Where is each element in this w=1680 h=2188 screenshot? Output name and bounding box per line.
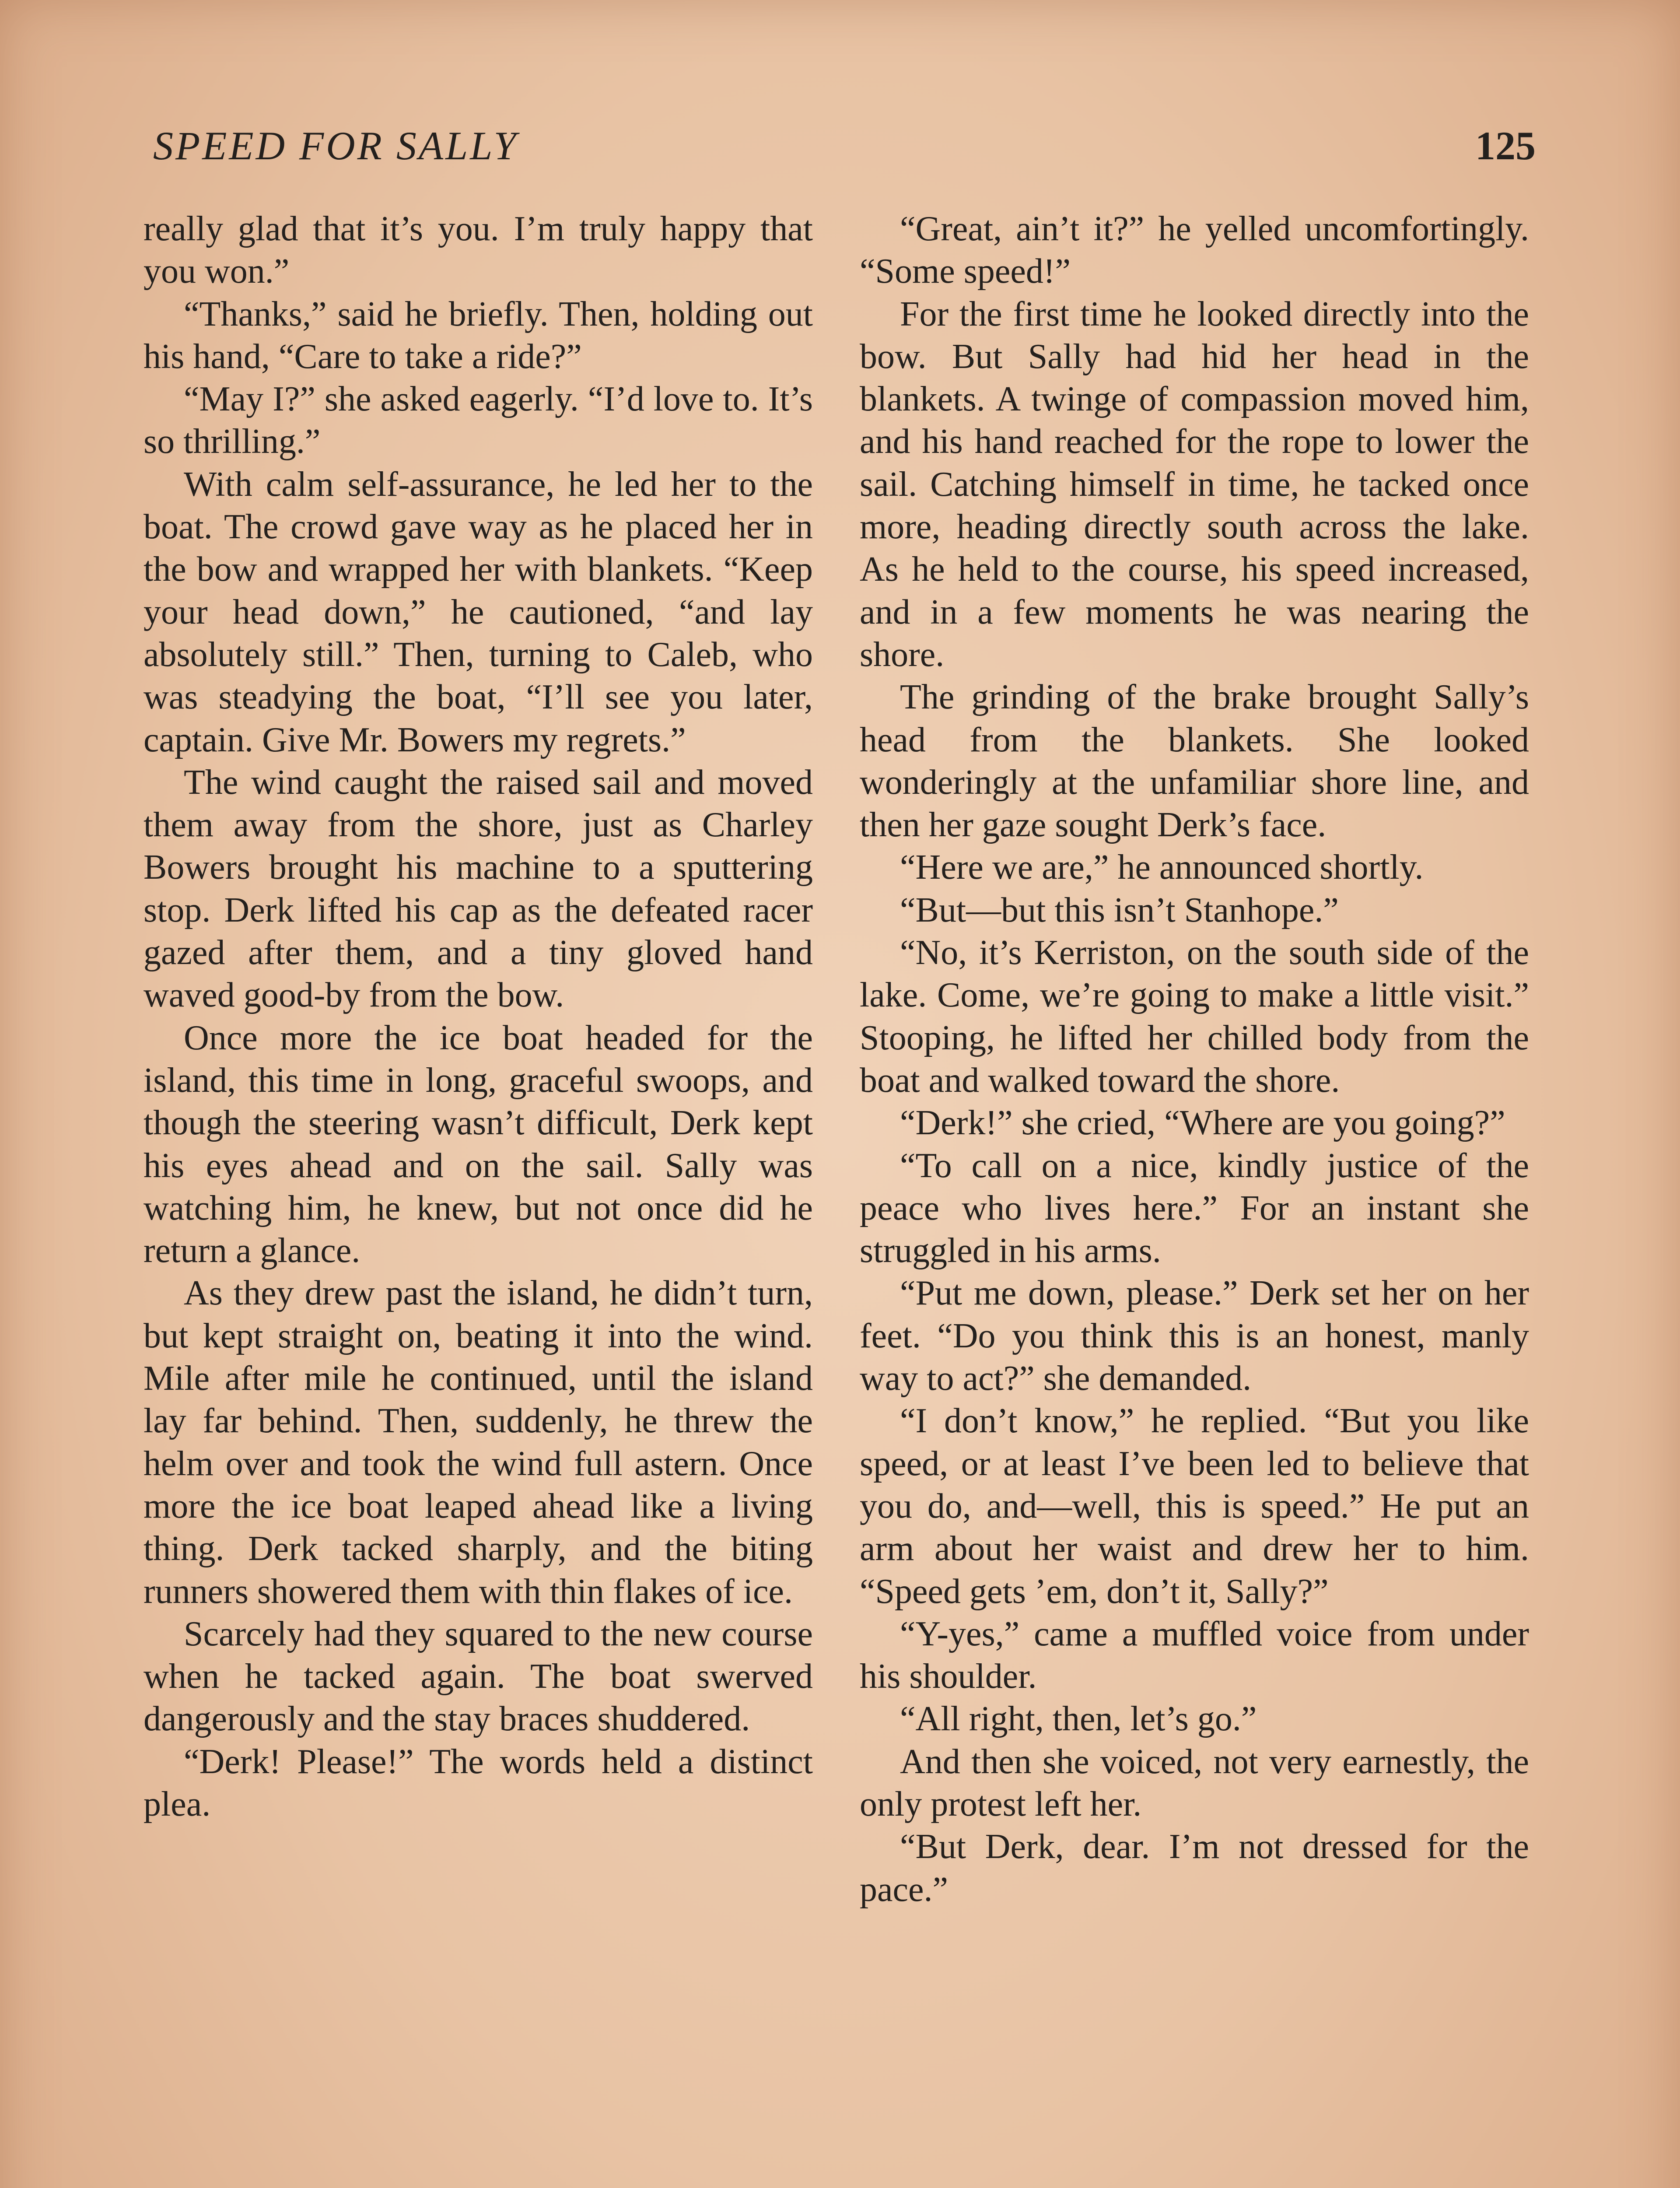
paragraph: “Great, ain’t it?” he yelled uncomfortingly. “Some speed!”: [860, 210, 1529, 291]
paragraph: “Thanks,” said he briefly. Then, holding out his hand, “Care to take a ride?”: [144, 295, 813, 376]
paragraph: And then she voiced, not very earnestly, the only protest left her.: [860, 1742, 1529, 1823]
paragraph: Once more the ice boat headed for the island, this time in long, graceful swoops, and though the steering wasn’t difficult, Derk kept his eyes ahead and on the sail. Sally was watching him, he knew, but not once did he return a glance.: [144, 1018, 813, 1270]
paragraph: “Y-yes,” came a muffled voice from under his shoulder.: [860, 1614, 1529, 1696]
paragraph: “All right, then, let’s go.”: [900, 1700, 1257, 1739]
page-number: 125: [1475, 123, 1536, 168]
left-column: [144, 208, 813, 1826]
paragraph: “Put me down, please.” Derk set her on her feet. “Do you think this is an honest, manly way to act?” she demanded.: [860, 1274, 1529, 1398]
running-title: SPEED FOR SALLY: [153, 123, 518, 168]
paragraph: “May I?” she asked eagerly. “I’d love to. It’s so thrilling.”: [144, 380, 813, 461]
paragraph: “No, it’s Kerriston, on the south side of the lake. Come, we’re going to make a little visit.” Stooping, he lifted her chilled body from the boat and walked toward the shore.: [860, 933, 1529, 1100]
running-header: [153, 123, 1536, 188]
paragraph: “Derk! Please!” The words held a distinct plea.: [144, 1742, 813, 1823]
paragraph: As they drew past the island, he didn’t turn, but kept straight on, beating it into the wind. Mile after mile he continued, until the island lay far behind. Then, suddenly, he threw the helm over and took the wind full astern. Once more the ice boat leaped ahead like a living thing. Derk tacked sharply, and the biting runners showered them with thin flakes of ice.: [144, 1274, 813, 1611]
paragraph: Scarcely had they squared to the new course when he tacked again. The boat swerved dangerously and the stay braces shuddered.: [144, 1614, 813, 1739]
paragraph: “Here we are,” he announced shortly.: [900, 848, 1424, 887]
paragraph: The grinding of the brake brought Sally’s head from the blankets. She looked wonderingly at the unfamiliar shore line, and then her gaze sought Derk’s face.: [860, 678, 1529, 845]
paragraph: really glad that it’s you. I’m truly happy that you won.”: [144, 210, 813, 291]
paragraph: With calm self-assurance, he led her to the boat. The crowd gave way as he placed her in the bow and wrapped her with blankets. “Keep your head down,” he cautioned, “and lay absolutely still.” Then, turning to Caleb, who was steadying the boat, “I’ll see you later, captain. Give Mr. Bowers my regrets.”: [144, 465, 813, 759]
right-column: [860, 208, 1529, 1911]
paragraph: For the first time he looked directly into the bow. But Sally had hid her head in the blankets. A twinge of compassion moved him, and his hand reached for the rope to lower the sail. Catching himself in time, he tacked once more, heading directly south across the lake. As he held to the course, his speed increased, and in a few moments he was nearing the shore.: [860, 295, 1529, 674]
paragraph: “To call on a nice, kindly justice of the peace who lives here.” For an instant she struggled in his arms.: [860, 1146, 1529, 1270]
paragraph: “But Derk, dear. I’m not dressed for the pace.”: [860, 1827, 1529, 1909]
paragraph: “But—but this isn’t Stanhope.”: [900, 891, 1339, 929]
paragraph: “Derk!” she cried, “Where are you going?”: [900, 1104, 1505, 1143]
paragraph: “I don’t know,” he replied. “But you like speed, or at least I’ve been led to believe that you do, and—well, this is speed.” He put an arm about her waist and drew her to him. “Speed gets ’em, don’t it, Sally?”: [860, 1402, 1529, 1611]
paragraph: The wind caught the raised sail and moved them away from the shore, just as Charley Bowers brought his machine to a sputtering stop. Derk lifted his cap as the defeated racer gazed after them, and a tiny gloved hand waved good-by from the bow.: [144, 763, 813, 1015]
